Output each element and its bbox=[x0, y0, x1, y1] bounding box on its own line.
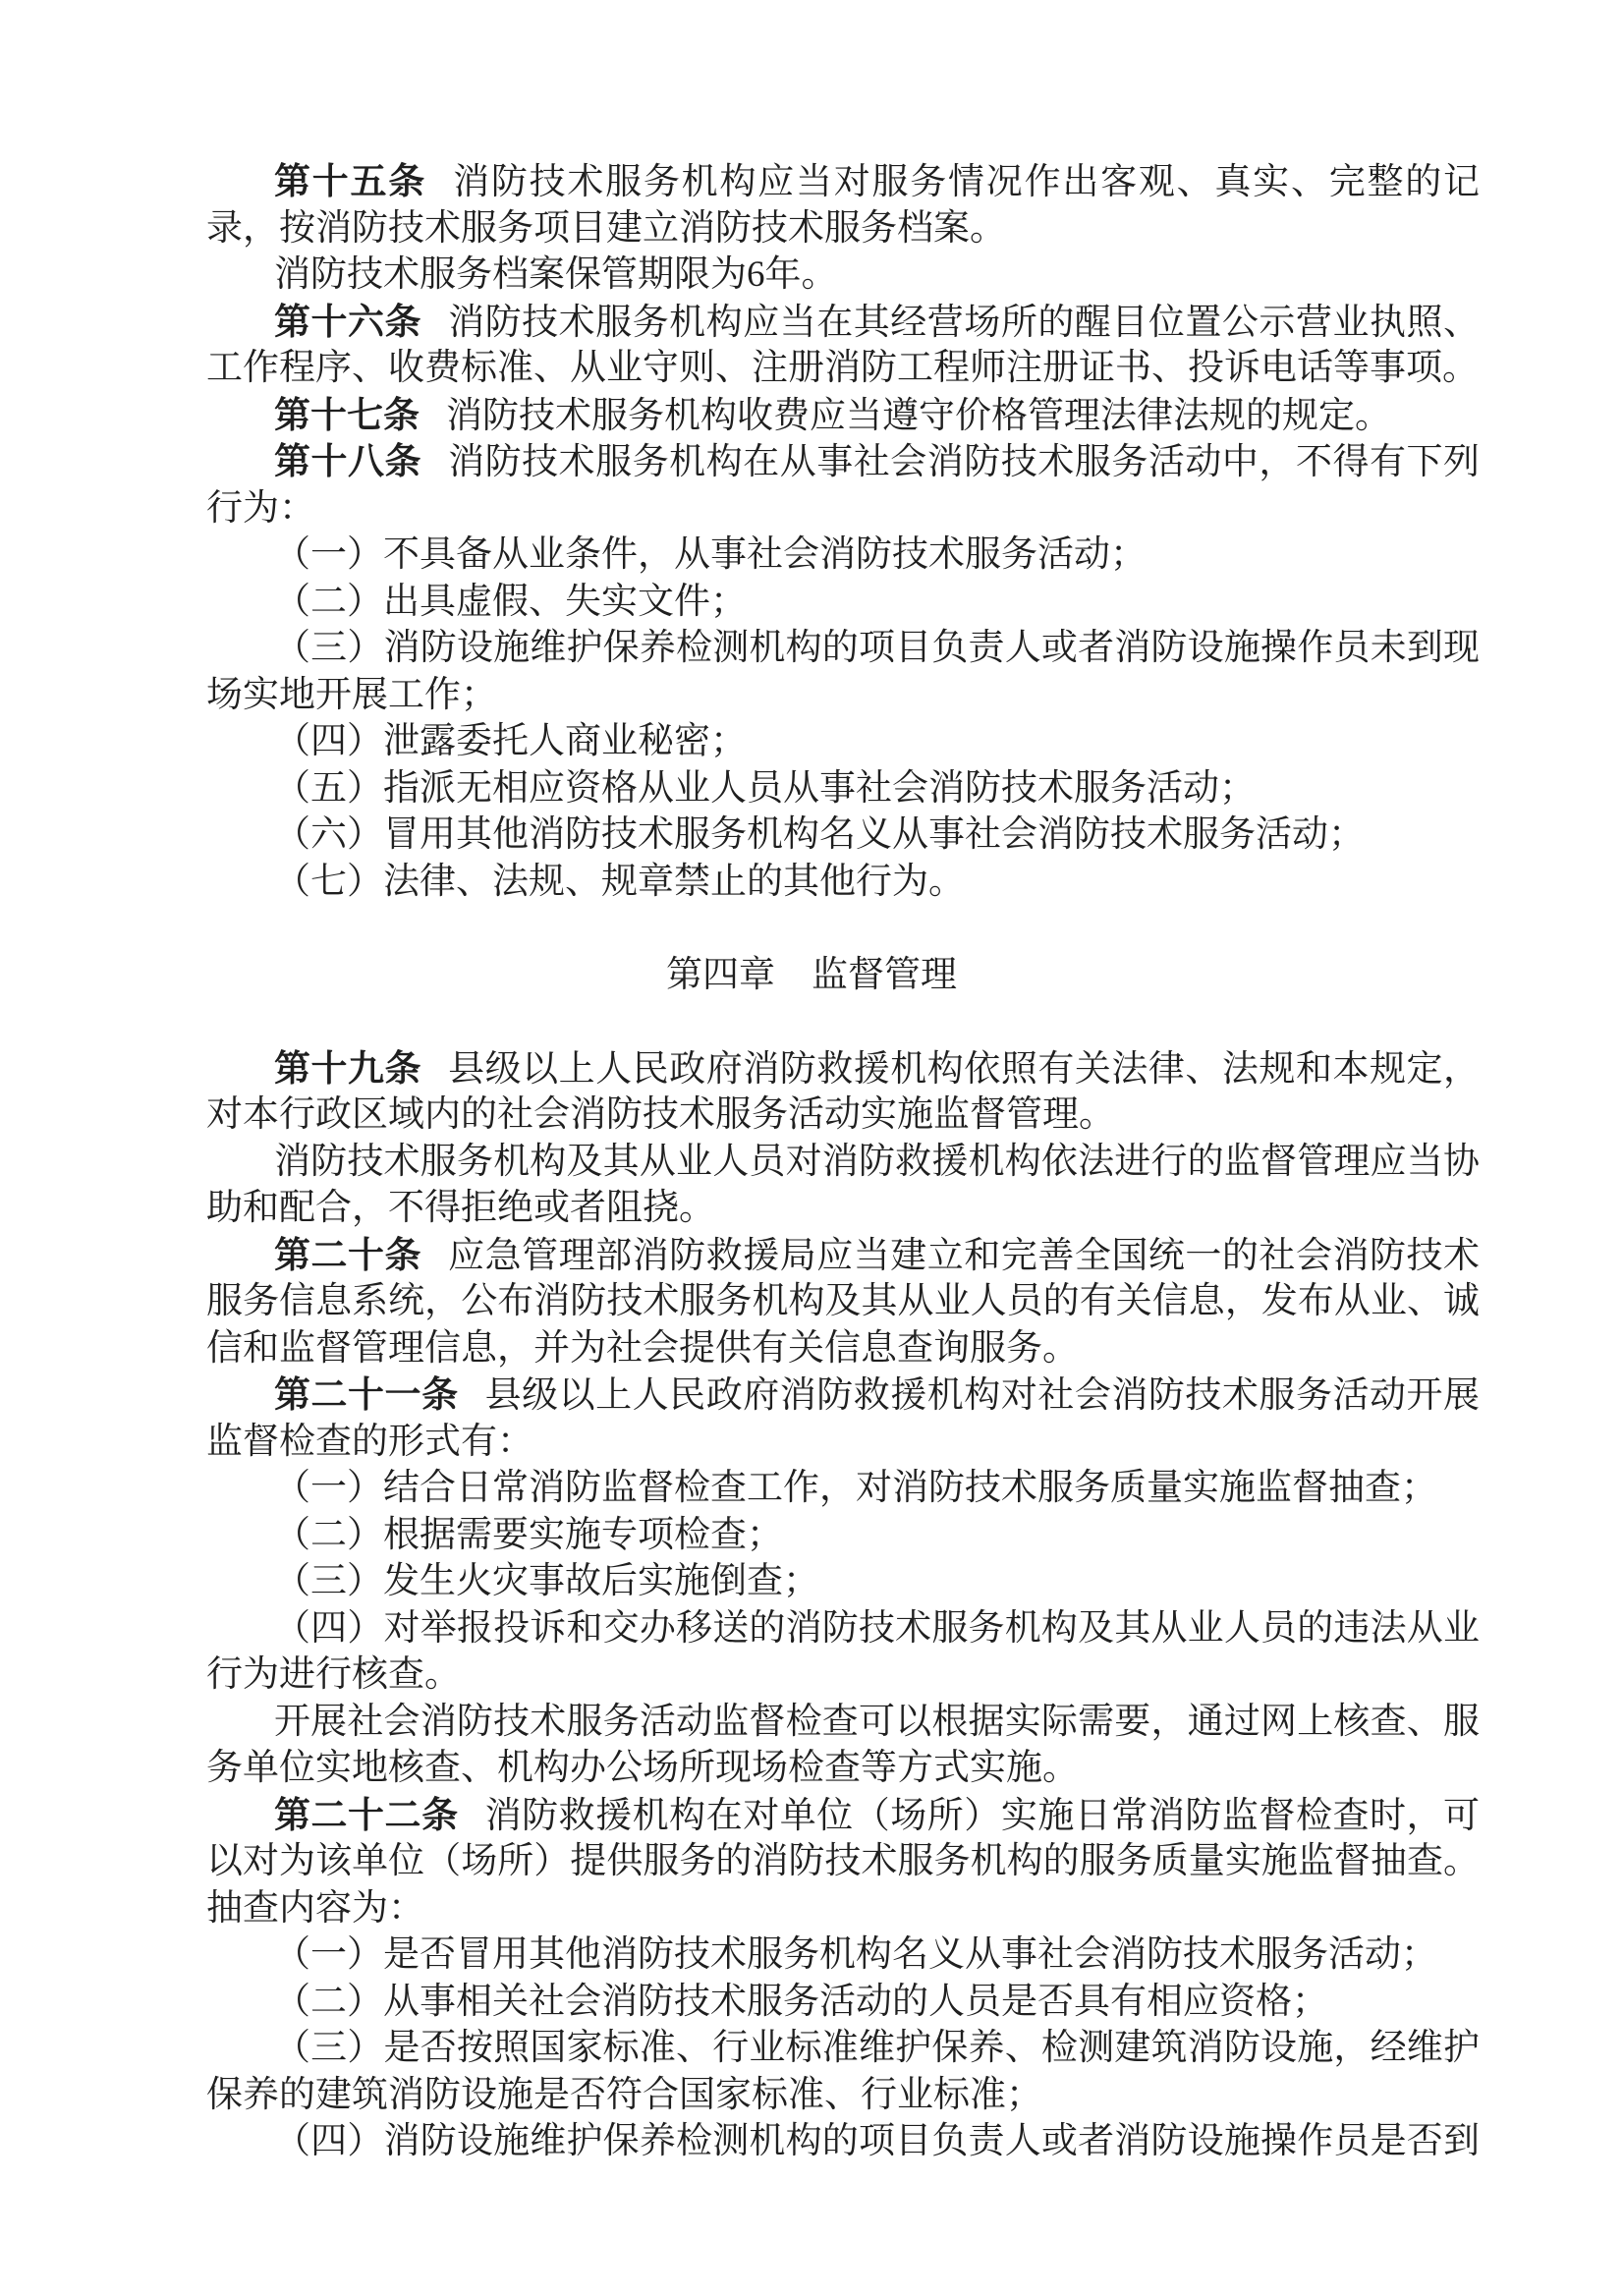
text-line bbox=[206, 859, 1480, 906]
article-number-label: 第二十二条 bbox=[274, 1794, 459, 1835]
line-text: （二）出具虚假、失实文件； bbox=[274, 581, 747, 622]
line-text: 县级以上人民政府消防救援机构对社会消防技术服务活动开展 bbox=[484, 1375, 1480, 1416]
line-text: （一）不具备从业条件，从事社会消防技术服务活动； bbox=[274, 534, 1147, 575]
line-text: 对本行政区域内的社会消防技术服务活动实施监督管理。 bbox=[206, 1094, 1115, 1135]
line-text: 消防技术服务机构收费应当遵守价格管理法律法规的规定。 bbox=[446, 395, 1391, 436]
line-text: 行为进行核查。 bbox=[206, 1654, 461, 1695]
text-line bbox=[206, 438, 1480, 485]
article-number-label: 第十五条 bbox=[274, 161, 427, 201]
text-line bbox=[206, 625, 1480, 672]
article-number-label: 第十六条 bbox=[274, 301, 422, 342]
text-line bbox=[206, 1558, 1480, 1605]
line-text: （七）法律、法规、规章禁止的其他行为。 bbox=[274, 861, 965, 902]
text-line bbox=[206, 1139, 1480, 1186]
line-text: 消防技术服务机构应当在其经营场所的醒目位置公示营业执照、 bbox=[448, 302, 1480, 343]
text-line bbox=[206, 1185, 1480, 1232]
text-line bbox=[206, 2025, 1480, 2072]
text-line bbox=[206, 765, 1480, 812]
line-text: （二）根据需要实施专项检查； bbox=[274, 1514, 783, 1555]
text-line bbox=[206, 1979, 1480, 2026]
line-text: 场实地开展工作； bbox=[206, 674, 497, 715]
text-line bbox=[206, 1699, 1480, 1746]
text-line bbox=[206, 485, 1480, 532]
line-text: 消防技术服务机构在从事社会消防技术服务活动中，不得有下列 bbox=[448, 442, 1480, 482]
line-text: （四）泄露委托人商业秘密； bbox=[274, 721, 747, 761]
text-line bbox=[206, 1232, 1480, 1279]
article-number-label: 第十九条 bbox=[274, 1047, 422, 1089]
text-line bbox=[206, 1838, 1480, 1885]
text-line bbox=[206, 1325, 1480, 1372]
text-line bbox=[206, 252, 1480, 299]
line-text: 助和配合，不得拒绝或者阻挠。 bbox=[206, 1188, 715, 1228]
text-line bbox=[206, 2072, 1480, 2119]
article-number-label: 第二十一条 bbox=[274, 1374, 459, 1415]
line-text: （六）冒用其他消防技术服务机构名义从事社会消防技术服务活动； bbox=[274, 814, 1365, 855]
line-text: （三）消防设施维护保养检测机构的项目负责人或者消防设施操作员未到现 bbox=[274, 628, 1480, 668]
line-text: 第四章 监督管理 bbox=[666, 954, 957, 995]
line-text: 服务信息系统，公布消防技术服务机构及其从业人员的有关信息，发布从业、诚 bbox=[206, 1281, 1480, 1321]
line-text: 以对为该单位（场所）提供服务的消防技术服务机构的服务质量实施监督抽查。 bbox=[206, 1841, 1480, 1881]
line-text: （三）发生火灾事故后实施倒查； bbox=[274, 1561, 819, 1601]
text-line bbox=[206, 1651, 1480, 1699]
line-text: （三）是否按照国家标准、行业标准维护保养、检测建筑消防设施，经维护 bbox=[274, 2028, 1480, 2068]
text-line bbox=[206, 532, 1480, 579]
line-text: 信和监督管理信息，并为社会提供有关信息查询服务。 bbox=[206, 1327, 1079, 1369]
line-text: （一）是否冒用其他消防技术服务机构名义从事社会消防技术服务活动； bbox=[274, 1934, 1437, 1975]
line-text: 行为： bbox=[206, 487, 315, 529]
line-text: （一）结合日常消防监督检查工作，对消防技术服务质量实施监督抽查； bbox=[274, 1468, 1437, 1508]
line-text: 应急管理部消防救援局应当建立和完善全国统一的社会消防技术 bbox=[448, 1235, 1480, 1276]
line-text: （四）对举报投诉和交办移送的消防技术服务机构及其从业人员的违法从业 bbox=[274, 1607, 1480, 1649]
document-body bbox=[206, 158, 1480, 2165]
line-text: （四）消防设施维护保养检测机构的项目负责人或者消防设施操作员是否到 bbox=[274, 2121, 1480, 2161]
line-text: 务单位实地核查、机构办公场所现场检查等方式实施。 bbox=[206, 1748, 1079, 1788]
text-line bbox=[206, 812, 1480, 859]
text-line bbox=[206, 1885, 1480, 1932]
text-line bbox=[206, 1092, 1480, 1139]
article-number-label: 第十八条 bbox=[274, 441, 422, 481]
line-text: 保养的建筑消防设施是否符合国家标准、行业标准； bbox=[206, 2074, 1042, 2115]
article-number-label: 第十七条 bbox=[274, 394, 420, 435]
text-line bbox=[206, 1931, 1480, 1979]
line-text: （二）从事相关社会消防技术服务活动的人员是否具有相应资格； bbox=[274, 1981, 1328, 2022]
text-line bbox=[206, 1512, 1480, 1559]
text-line bbox=[206, 205, 1480, 252]
line-text: 消防救援机构在对单位（场所）实施日常消防监督检查时，可 bbox=[484, 1795, 1480, 1836]
text-line bbox=[206, 1605, 1480, 1652]
text-line bbox=[206, 2118, 1480, 2165]
text-line bbox=[206, 1371, 1480, 1419]
text-line bbox=[206, 392, 1480, 439]
blank-line bbox=[206, 905, 1480, 952]
text-line bbox=[206, 672, 1480, 719]
line-text: 监督检查的形式有： bbox=[206, 1421, 533, 1462]
text-line bbox=[206, 1792, 1480, 1839]
chapter-heading bbox=[206, 952, 1480, 999]
line-text: （五）指派无相应资格从业人员从事社会消防技术服务活动； bbox=[274, 767, 1256, 809]
text-line bbox=[206, 1278, 1480, 1325]
text-line bbox=[206, 1745, 1480, 1792]
line-text: 开展社会消防技术服务活动监督检查可以根据实际需要，通过网上核查、服 bbox=[274, 1701, 1480, 1742]
line-text: 消防技术服务机构及其从业人员对消防救援机构依法进行的监督管理应当协 bbox=[274, 1141, 1480, 1182]
line-text: 消防技术服务机构应当对服务情况作出客观、真实、完整的记 bbox=[453, 162, 1480, 202]
article-number-label: 第二十条 bbox=[274, 1234, 422, 1275]
text-line bbox=[206, 718, 1480, 765]
text-line bbox=[206, 345, 1480, 392]
line-text: 县级以上人民政府消防救援机构依照有关法律、法规和本规定， bbox=[448, 1048, 1480, 1090]
blank-line bbox=[206, 998, 1480, 1045]
text-line bbox=[206, 1419, 1480, 1466]
text-line bbox=[206, 299, 1480, 346]
line-text: 工作程序、收费标准、从业守则、注册消防工程师注册证书、投诉电话等事项。 bbox=[206, 348, 1479, 388]
text-line bbox=[206, 1045, 1480, 1092]
text-line bbox=[206, 1465, 1480, 1512]
text-line bbox=[206, 579, 1480, 626]
line-text: 消防技术服务档案保管期限为6年。 bbox=[274, 254, 838, 295]
line-text: 抽查内容为： bbox=[206, 1887, 424, 1929]
line-text: 录，按消防技术服务项目建立消防技术服务档案。 bbox=[206, 207, 1006, 249]
text-line bbox=[206, 158, 1480, 205]
